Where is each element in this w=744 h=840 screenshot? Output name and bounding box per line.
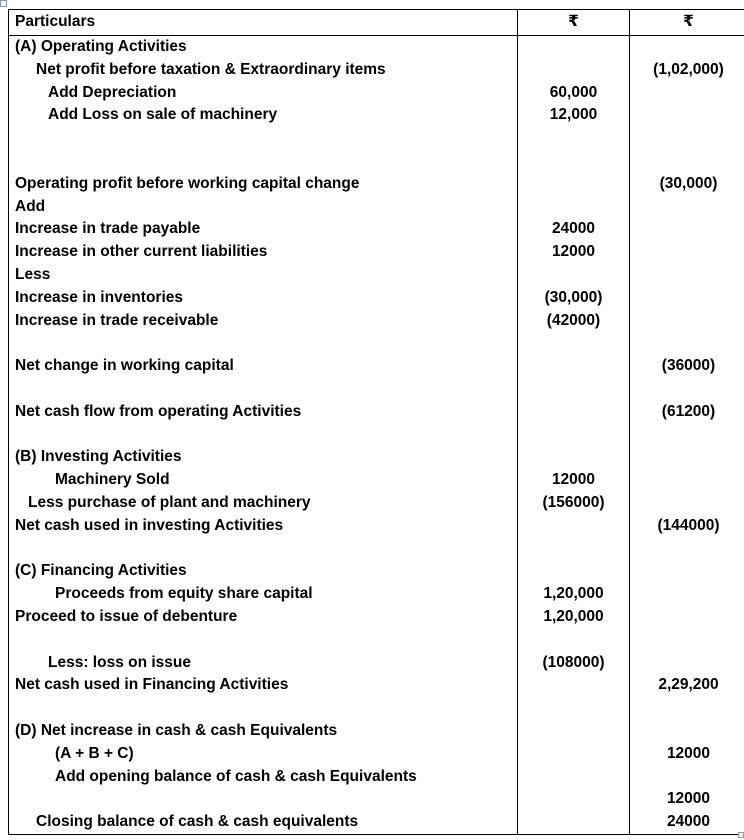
- particulars-label: Increase in trade payable: [15, 220, 201, 238]
- particulars-cell: [9, 811, 518, 834]
- table-row: [9, 82, 744, 105]
- amount-cell-col-1: 24000: [518, 218, 630, 241]
- amount-cell-col-2: [630, 36, 744, 59]
- particulars-label: Add Depreciation: [48, 83, 177, 101]
- table-row: [9, 218, 744, 241]
- amount-cell-col-2: [630, 492, 744, 515]
- particulars-label: Closing balance of cash & cash equivalents: [36, 813, 359, 831]
- amount-cell-col-1: 60,000: [518, 82, 630, 105]
- particulars-label: (B) Investing Activities: [15, 448, 182, 466]
- amount-cell-col-1: (108000): [518, 652, 630, 675]
- amount-cell-col-2: [630, 606, 744, 629]
- amount-cell-col-2: [630, 150, 744, 173]
- amount-cell-col-1: [518, 264, 630, 287]
- amount-cell-col-2: [630, 264, 744, 287]
- amount-cell-col-2: [630, 446, 744, 469]
- particulars-cell: [9, 697, 518, 720]
- particulars-cell: [9, 378, 518, 401]
- table-row: [9, 720, 744, 743]
- amount-cell-col-2: [630, 697, 744, 720]
- particulars-label: Proceeds from equity share capital: [55, 585, 313, 603]
- particulars-cell: [9, 36, 518, 59]
- particulars-cell: [9, 287, 518, 310]
- amount-cell-col-1: [518, 446, 630, 469]
- amount-cell-col-1: [518, 697, 630, 720]
- amount-cell-col-2: [630, 469, 744, 492]
- amount-cell-col-2: 12000: [630, 788, 744, 811]
- amount-cell-col-1: 12000: [518, 241, 630, 264]
- particulars-cell: [9, 104, 518, 127]
- table-row: [9, 36, 744, 59]
- amount-cell-col-1: [518, 424, 630, 447]
- blank-row: [9, 788, 744, 811]
- particulars-cell: [9, 492, 518, 515]
- table-row: [9, 743, 744, 766]
- particulars-label: Less purchase of plant and machinery: [28, 493, 311, 511]
- blank-row: [9, 127, 744, 150]
- header-particulars: Particulars: [9, 10, 518, 36]
- amount-cell-col-1: (42000): [518, 310, 630, 333]
- amount-cell-col-2: [630, 104, 744, 127]
- amount-cell-col-1: [518, 196, 630, 219]
- table-row: [9, 674, 744, 697]
- amount-cell-col-2: [630, 332, 744, 355]
- amount-cell-col-2: [630, 218, 744, 241]
- amount-cell-col-2: [630, 310, 744, 333]
- particulars-cell: [9, 424, 518, 447]
- particulars-cell: [9, 59, 518, 82]
- particulars-label: Machinery Sold: [55, 471, 170, 489]
- table-row: [9, 264, 744, 287]
- amount-cell-col-1: [518, 355, 630, 378]
- amount-cell-col-1: [518, 127, 630, 150]
- particulars-cell: [9, 355, 518, 378]
- blank-row: [9, 629, 744, 652]
- particulars-cell: [9, 264, 518, 287]
- particulars-cell: [9, 469, 518, 492]
- table-row: [9, 401, 744, 424]
- amount-cell-col-1: [518, 173, 630, 196]
- particulars-label: (A) Operating Activities: [15, 38, 187, 55]
- table-row: [9, 241, 744, 264]
- particulars-label: Increase in other current liabilities: [15, 243, 268, 261]
- amount-cell-col-1: (156000): [518, 492, 630, 515]
- amount-cell-col-1: [518, 332, 630, 355]
- amount-cell-col-2: (61200): [630, 401, 744, 424]
- blank-row: [9, 332, 744, 355]
- amount-cell-col-2: [630, 241, 744, 264]
- particulars-label: (C) Financing Activities: [15, 562, 187, 580]
- particulars-cell: [9, 629, 518, 652]
- particulars-cell: [9, 538, 518, 561]
- amount-cell-col-1: [518, 538, 630, 561]
- blank-row: [9, 378, 744, 401]
- table-row: [9, 173, 744, 196]
- table-row: [9, 59, 744, 82]
- amount-cell-col-2: [630, 127, 744, 150]
- particulars-label: Increase in inventories: [15, 288, 183, 306]
- amount-cell-col-2: [630, 538, 744, 561]
- particulars-label: (D) Net increase in cash & cash Equivalents: [15, 721, 338, 739]
- table-row: [9, 560, 744, 583]
- particulars-cell: [9, 310, 518, 333]
- cash-flow-statement-table: [8, 9, 744, 835]
- table-row: [9, 287, 744, 310]
- particulars-cell: [9, 401, 518, 424]
- table-row: [9, 652, 744, 675]
- particulars-cell: [9, 127, 518, 150]
- table-row: [9, 583, 744, 606]
- amount-cell-col-2: [630, 560, 744, 583]
- amount-cell-col-1: [518, 788, 630, 811]
- particulars-cell: [9, 788, 518, 811]
- particulars-label: Add opening balance of cash & cash Equivalents: [55, 767, 417, 785]
- particulars-cell: [9, 446, 518, 469]
- amount-cell-col-1: [518, 150, 630, 173]
- amount-cell-col-1: 1,20,000: [518, 583, 630, 606]
- amount-cell-col-2: [630, 652, 744, 675]
- particulars-label: Less: loss on issue: [48, 653, 191, 671]
- particulars-cell: [9, 606, 518, 629]
- particulars-label: Proceed to issue of debenture: [15, 607, 238, 625]
- particulars-cell: [9, 173, 518, 196]
- particulars-cell: [9, 583, 518, 606]
- table-row: [9, 196, 744, 219]
- amount-cell-col-2: [630, 629, 744, 652]
- table-move-handle-icon[interactable]: [0, 0, 7, 7]
- amount-cell-col-1: [518, 811, 630, 834]
- table-row: [9, 469, 744, 492]
- amount-cell-col-1: [518, 378, 630, 401]
- particulars-cell: [9, 652, 518, 675]
- amount-cell-col-2: 2,29,200: [630, 674, 744, 697]
- table-row: [9, 446, 744, 469]
- amount-cell-col-2: (36000): [630, 355, 744, 378]
- amount-cell-col-1: [518, 515, 630, 538]
- amount-cell-col-2: [630, 378, 744, 401]
- particulars-label: (A + B + C): [55, 744, 134, 762]
- particulars-label: Net change in working capital: [15, 357, 234, 375]
- particulars-label: Net profit before taxation & Extraordinary items: [36, 60, 386, 78]
- header-rupee-col-2: ₹: [630, 10, 744, 36]
- table-row: [9, 766, 744, 789]
- table-row: [9, 355, 744, 378]
- table-row: [9, 606, 744, 629]
- particulars-cell: [9, 332, 518, 355]
- amount-cell-col-2: [630, 424, 744, 447]
- blank-row: [9, 424, 744, 447]
- table-body: [9, 36, 744, 835]
- particulars-cell: [9, 82, 518, 105]
- amount-cell-col-2: [630, 720, 744, 743]
- amount-cell-col-1: 12,000: [518, 104, 630, 127]
- amount-cell-col-1: [518, 36, 630, 59]
- amount-cell-col-1: [518, 560, 630, 583]
- table-row: [9, 104, 744, 127]
- particulars-cell: [9, 515, 518, 538]
- amount-cell-col-2: (30,000): [630, 173, 744, 196]
- particulars-cell: [9, 674, 518, 697]
- amount-cell-col-1: [518, 720, 630, 743]
- particulars-label: Operating profit before working capital change: [15, 174, 360, 192]
- particulars-cell: [9, 766, 518, 789]
- particulars-label: Add Loss on sale of machinery: [48, 106, 278, 124]
- amount-cell-col-1: [518, 59, 630, 82]
- particulars-cell: [9, 560, 518, 583]
- amount-cell-col-1: 12000: [518, 469, 630, 492]
- amount-cell-col-2: [630, 583, 744, 606]
- blank-row: [9, 697, 744, 720]
- table-row: [9, 310, 744, 333]
- particulars-cell: [9, 150, 518, 173]
- amount-cell-col-1: (30,000): [518, 287, 630, 310]
- particulars-label: Net cash used in investing Activities: [15, 516, 284, 534]
- blank-row: [9, 538, 744, 561]
- amount-cell-col-2: (1,02,000): [630, 59, 744, 82]
- amount-cell-col-2: 24000: [630, 811, 744, 834]
- particulars-cell: [9, 196, 518, 219]
- amount-cell-col-1: [518, 629, 630, 652]
- amount-cell-col-2: (144000): [630, 515, 744, 538]
- table-row: [9, 811, 744, 834]
- particulars-label: Add: [15, 197, 46, 215]
- table-row: [9, 492, 744, 515]
- amount-cell-col-1: 1,20,000: [518, 606, 630, 629]
- particulars-label: Increase in trade receivable: [15, 311, 219, 329]
- amount-cell-col-2: [630, 82, 744, 105]
- particulars-cell: [9, 218, 518, 241]
- table-row: [9, 515, 744, 538]
- table-resize-handle-icon[interactable]: [738, 832, 744, 838]
- particulars-cell: [9, 720, 518, 743]
- header-rupee-col-1: ₹: [518, 10, 630, 36]
- blank-row: [9, 150, 744, 173]
- particulars-cell: [9, 743, 518, 766]
- amount-cell-col-2: [630, 287, 744, 310]
- amount-cell-col-2: 12000: [630, 743, 744, 766]
- particulars-label: Net cash used in Financing Activities: [15, 676, 289, 694]
- particulars-cell: [9, 241, 518, 264]
- particulars-label: Less: [15, 265, 51, 283]
- table-header-row: [9, 10, 744, 36]
- amount-cell-col-1: [518, 401, 630, 424]
- particulars-label: Net cash flow from operating Activities: [15, 402, 302, 420]
- amount-cell-col-1: [518, 743, 630, 766]
- amount-cell-col-2: [630, 196, 744, 219]
- amount-cell-col-1: [518, 766, 630, 789]
- amount-cell-col-1: [518, 674, 630, 697]
- amount-cell-col-2: [630, 766, 744, 789]
